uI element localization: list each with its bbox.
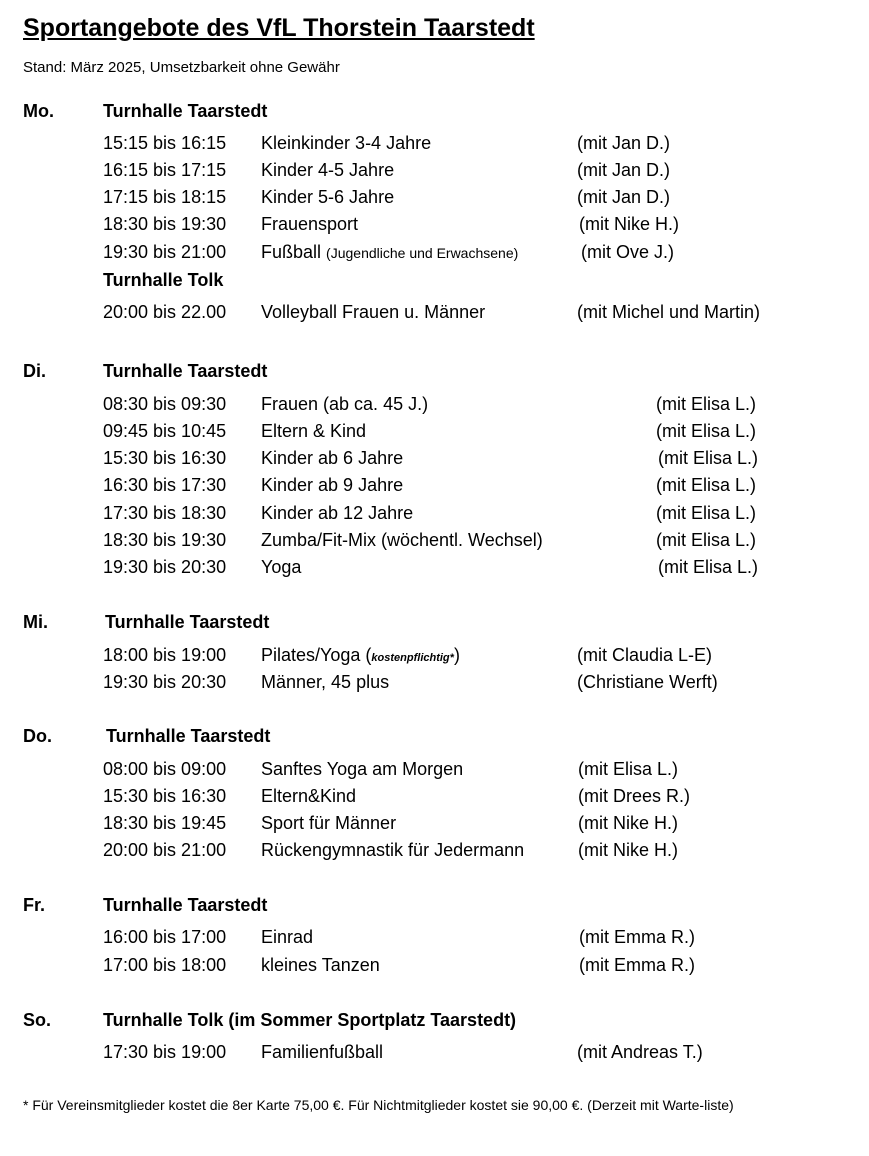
entry-trainer: (mit Claudia L-E) <box>577 645 713 665</box>
entry-time: 17:30 bis 18:30 <box>103 503 227 523</box>
venue-heading: Turnhalle Taarstedt <box>103 361 268 381</box>
entry-time: 20:00 bis 21:00 <box>103 840 227 860</box>
entry-time: 18:30 bis 19:45 <box>103 813 227 833</box>
entry-time: 08:00 bis 09:00 <box>103 759 227 779</box>
venue-heading: Turnhalle Tolk (im Sommer Sportplatz Taarstedt) <box>103 1010 517 1030</box>
entry-time: 15:30 bis 16:30 <box>103 448 227 468</box>
entry-activity: Kinder ab 9 Jahre <box>261 475 404 495</box>
activity-name: Fußball <box>261 242 322 262</box>
entry-time: 17:30 bis 19:00 <box>103 1042 227 1062</box>
entry-time: 18:30 bis 19:30 <box>103 530 227 550</box>
entry-time: 17:15 bis 18:15 <box>103 187 227 207</box>
entry-trainer: (mit Emma R.) <box>579 955 695 975</box>
entry-activity: Eltern & Kind <box>261 421 367 441</box>
entry-time: 08:30 bis 09:30 <box>103 394 227 414</box>
entry-activity: kleines Tanzen <box>261 955 380 975</box>
entry-trainer: (mit Elisa L.) <box>656 394 757 414</box>
entry-time: 16:30 bis 17:30 <box>103 475 227 495</box>
entry-time: 15:15 bis 16:15 <box>103 133 227 153</box>
venue-heading: Turnhalle Tolk <box>103 270 224 290</box>
activity-end: ) <box>453 645 460 665</box>
entry-activity: Frauen (ab ca. 45 J.) <box>261 394 429 414</box>
entry-time: 09:45 bis 10:45 <box>103 421 227 441</box>
entry-activity: Kinder ab 12 Jahre <box>261 503 414 523</box>
entry-trainer: (mit Elisa L.) <box>656 503 757 523</box>
page-title: Sportangebote des VfL Thorstein Taarstedt <box>23 14 535 42</box>
entry-activity: Frauensport <box>261 214 359 234</box>
entry-time: 19:30 bis 20:30 <box>103 672 227 692</box>
entry-activity: Volleyball Frauen u. Männer <box>261 302 486 322</box>
entry-time: 16:15 bis 17:15 <box>103 160 227 180</box>
venue-heading: Turnhalle Taarstedt <box>103 101 268 121</box>
entry-activity: Familienfußball <box>261 1042 384 1062</box>
entry-trainer: (mit Drees R.) <box>578 786 690 806</box>
entry-activity: Männer, 45 plus <box>261 672 390 692</box>
entry-trainer: (mit Elisa L.) <box>656 475 757 495</box>
entry-trainer: (mit Jan D.) <box>577 133 671 153</box>
activity-note: (Jugendliche und Erwachsene) <box>326 245 519 261</box>
activity-tag: kostenpflichtig* <box>371 652 454 664</box>
entry-activity: Kleinkinder 3-4 Jahre <box>261 133 432 153</box>
page-subtitle: Stand: März 2025, Umsetzbarkeit ohne Gewähr <box>23 59 340 76</box>
entry-time: 19:30 bis 20:30 <box>103 557 227 577</box>
footnote: * Für Vereinsmitglieder kostet die 8er Karte 75,00 €. Für Nichtmitglieder kostet sie 90,00 €. (Derzeit mit Warte-liste) <box>23 1097 734 1113</box>
entry-activity: Einrad <box>261 927 314 947</box>
entry-activity: Kinder ab 6 Jahre <box>261 448 404 468</box>
entry-time: 15:30 bis 16:30 <box>103 786 227 806</box>
entry-time: 20:00 bis 22.00 <box>103 302 227 322</box>
entry-time: 17:00 bis 18:00 <box>103 955 227 975</box>
day-label-tuesday: Di. <box>23 361 47 381</box>
entry-activity: Rückengymnastik für Jedermann <box>261 840 525 860</box>
day-label-monday: Mo. <box>23 101 54 121</box>
entry-activity: Kinder 5-6 Jahre <box>261 187 395 207</box>
venue-heading: Turnhalle Taarstedt <box>106 726 271 746</box>
activity-name: Pilates/Yoga ( <box>261 645 372 665</box>
entry-trainer: (mit Nike H.) <box>578 813 678 833</box>
entry-activity: Zumba/Fit-Mix (wöchentl. Wechsel) <box>261 530 543 550</box>
entry-trainer: (mit Elisa L.) <box>656 530 757 550</box>
entry-trainer: (mit Ove J.) <box>581 242 674 262</box>
entry-trainer: (Christiane Werft) <box>577 672 718 692</box>
day-label-sunday: So. <box>23 1010 52 1030</box>
entry-time: 18:30 bis 19:30 <box>103 214 227 234</box>
entry-activity: Sanftes Yoga am Morgen <box>261 759 464 779</box>
entry-activity: Eltern&Kind <box>261 786 357 806</box>
entry-trainer: (mit Andreas T.) <box>577 1042 703 1062</box>
entry-activity: Sport für Männer <box>261 813 397 833</box>
day-label-thursday: Do. <box>23 726 52 746</box>
entry-trainer: (mit Emma R.) <box>579 927 695 947</box>
entry-trainer: (mit Nike H.) <box>579 214 679 234</box>
entry-activity <box>261 645 460 666</box>
entry-trainer: (mit Michel und Martin) <box>577 302 761 322</box>
entry-time: 19:30 bis 21:00 <box>103 242 227 262</box>
entry-time: 18:00 bis 19:00 <box>103 645 227 665</box>
entry-activity: Kinder 4-5 Jahre <box>261 160 395 180</box>
entry-trainer: (mit Elisa L.) <box>656 421 757 441</box>
entry-trainer: (mit Elisa L.) <box>658 557 759 577</box>
entry-activity: Yoga <box>261 557 302 577</box>
venue-heading: Turnhalle Taarstedt <box>103 895 268 915</box>
entry-trainer: (mit Elisa L.) <box>658 448 759 468</box>
venue-heading: Turnhalle Taarstedt <box>105 612 270 632</box>
entry-trainer: (mit Jan D.) <box>577 160 671 180</box>
entry-trainer: (mit Jan D.) <box>577 187 671 207</box>
day-label-wednesday: Mi. <box>23 612 48 632</box>
entry-activity <box>261 242 518 263</box>
entry-trainer: (mit Elisa L.) <box>578 759 679 779</box>
day-label-friday: Fr. <box>23 895 46 915</box>
entry-time: 16:00 bis 17:00 <box>103 927 227 947</box>
entry-trainer: (mit Nike H.) <box>578 840 678 860</box>
